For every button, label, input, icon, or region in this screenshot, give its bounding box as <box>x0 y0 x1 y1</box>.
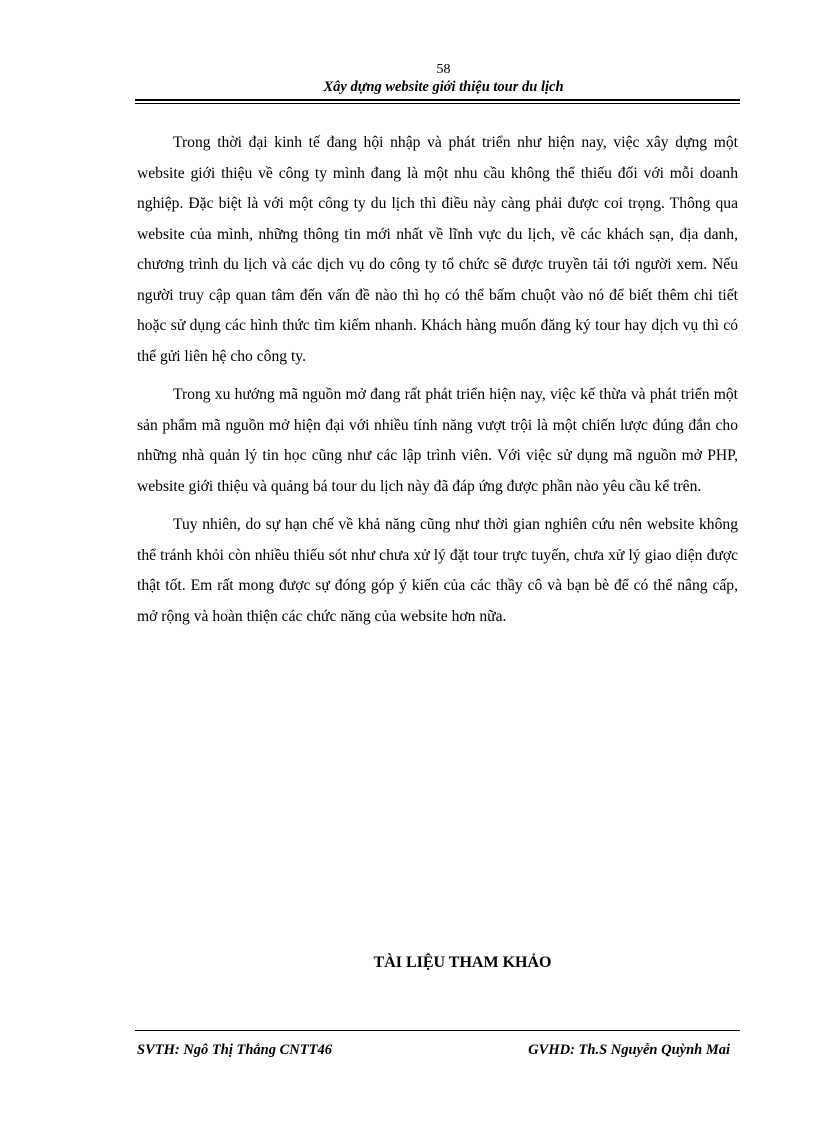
page-header <box>135 62 740 104</box>
footer-row <box>135 1042 740 1059</box>
paragraph-1: Trong thời đại kinh tế đang hội nhập và phát triển như hiện nay, việc xây dựng một website giới thiệu về công ty mình đang là một nhu cầu không thể thiếu đối với mỗi doanh nghiệp. Đặc biệt là với một công ty du lịch thì điều này càng phải được coi trọng. Thông qua website của mình, những thông tin mới nhất về lĩnh vực du lịch, về các khách sạn, địa danh, chương trình du lịch và các dịch vụ do công ty tổ chức sẽ được truyền tải tới người xem. Nếu người truy cập quan tâm đến vấn đề nào thì họ có thể bấm chuột vào nó để biết thêm chi tiết hoặc sử dụng các hình thức tìm kiếm nhanh. Khách hàng muốn đăng ký tour hay dịch vụ thì có thể gửi liên hệ cho công ty. <box>137 134 738 365</box>
header-rule <box>135 99 740 104</box>
footer-advisor: GVHD: Th.S Nguyễn Quỳnh Mai <box>528 1042 730 1058</box>
footer-student: SVTH: Ngô Thị Thắng CNTT46 <box>137 1042 332 1058</box>
page-footer <box>135 1030 740 1059</box>
body-text <box>137 128 738 640</box>
paragraph-2: Trong xu hướng mã nguồn mở đang rất phát triển hiện nay, việc kế thừa và phát triển một sản phẩm mã nguồn mở hiện đại với nhiều tính năng vượt trội là một chiến lược đúng đắn cho những nhà quản lý tin học cũng như các lập trình viên. Với việc sử dụng mã nguồn mở PHP, website giới thiệu và quảng bá tour du lịch này đã đáp ứng được phần nào yêu cầu kể trên. <box>137 386 738 495</box>
page-number: 58 <box>436 62 451 77</box>
paragraph-3: Tuy nhiên, do sự hạn chế về khả năng cũng như thời gian nghiên cứu nên website không thể tránh khỏi còn nhiều thiếu sót như chưa xử lý đặt tour trực tuyến, chưa xử lý giao diện được thật tốt. Em rất mong được sự đóng góp ý kiến của các thầy cô và bạn bè để có thể nâng cấp, mở rộng và hoàn thiện các chức năng của website hơn nữa. <box>137 516 738 625</box>
section-heading-references: TÀI LIỆU THAM KHẢO <box>373 954 552 971</box>
footer-rule <box>135 1030 740 1031</box>
running-title: Xây dựng website giới thiệu tour du lịch <box>323 79 564 95</box>
